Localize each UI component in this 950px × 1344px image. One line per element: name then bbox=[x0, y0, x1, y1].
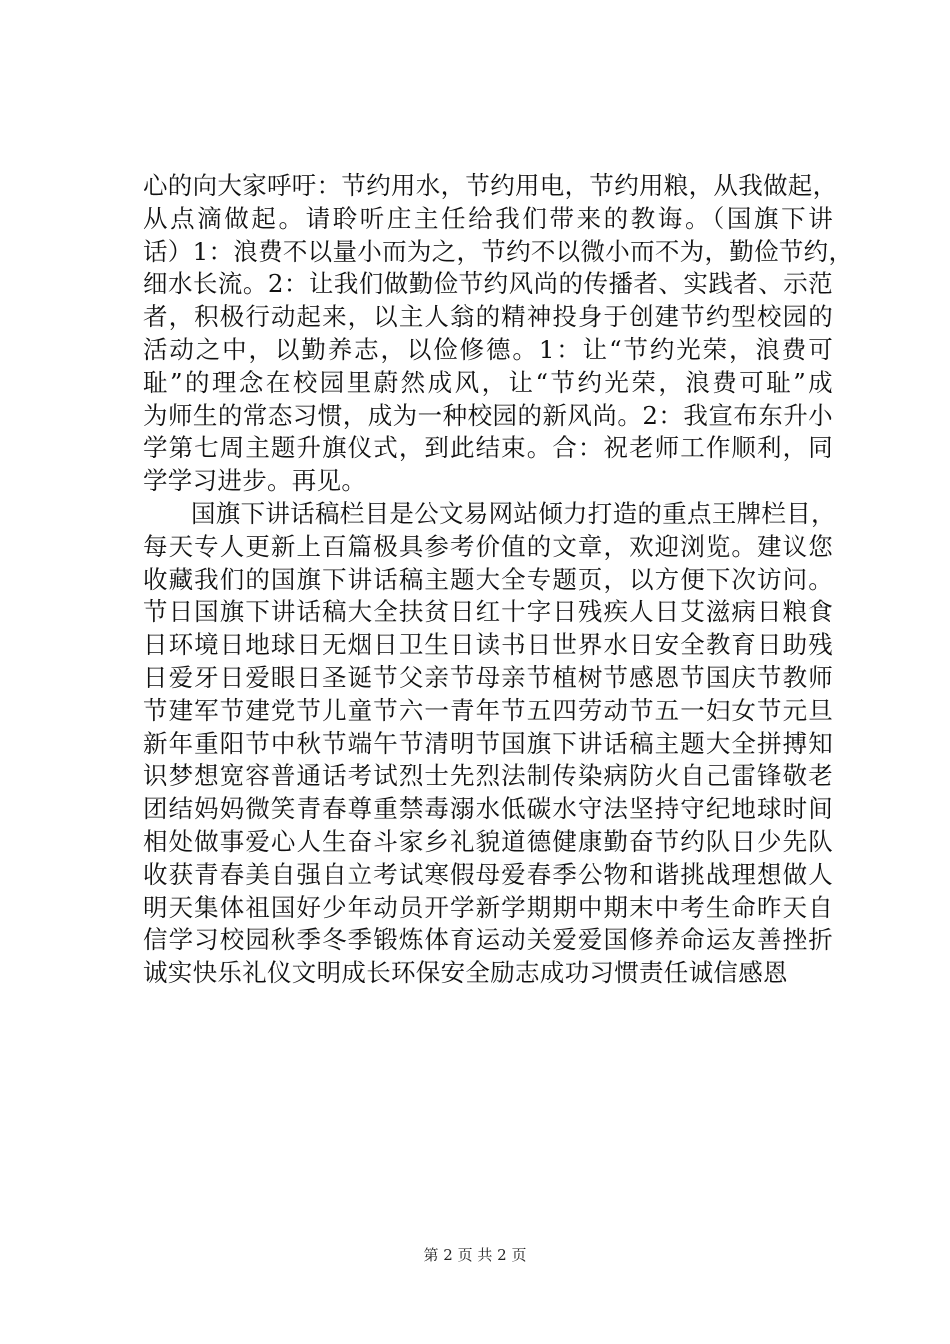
text-line: 节日国旗下讲话稿大全扶贫日红十字日残疾人日艾滋病日粮食 bbox=[143, 597, 833, 627]
text-line: 耻”的理念在校园里蔚然成风，让“节约光荣，浪费可耻”成 bbox=[143, 367, 833, 397]
text-line: 日环境日地球日无烟日卫生日读书日世界水日安全教育日助残 bbox=[143, 630, 833, 660]
text-line: 信学习校园秋季冬季锻炼体育运动关爱爱国修养命运友善挫折 bbox=[143, 925, 833, 955]
text-line: 心的向大家呼吁：节约用水，节约用电，节约用粮，从我做起， bbox=[143, 171, 838, 200]
text-line: 日爱牙日爱眼日圣诞节父亲节母亲节植树节感恩节国庆节教师 bbox=[143, 662, 833, 692]
text-line: 相处做事爱心人生奋斗家乡礼貌道德健康勤奋节约队日少先队 bbox=[143, 826, 833, 856]
paragraph-2 bbox=[143, 498, 836, 990]
text-line: 团结妈妈微笑青春尊重禁毒溺水低碳水守法坚持守纪地球时间 bbox=[143, 794, 833, 824]
text-line: 收藏我们的国旗下讲话稿主题大全专题页，以方便下次访问。 bbox=[143, 564, 833, 594]
document-body bbox=[143, 170, 854, 990]
text-line: 节建军节建党节儿童节六一青年节五四劳动节五一妇女节元旦 bbox=[143, 695, 833, 725]
page-number-footer: 第 2 页 共 2 页 bbox=[423, 1246, 527, 1264]
text-line: 新年重阳节中秋节端午节清明节国旗下讲话稿主题大全拼搏知 bbox=[143, 728, 833, 758]
text-line: 识梦想宽容普通话考试烈士先烈法制传染病防火自己雷锋敬老 bbox=[143, 761, 833, 791]
text-line: 学第七周主题升旗仪式，到此结束。合：祝老师工作顺利，同 bbox=[143, 433, 833, 463]
text-line: 学学习进步。再见。 bbox=[143, 466, 367, 496]
text-line: 每天专人更新上百篇极具参考价值的文章，欢迎浏览。建议您 bbox=[143, 531, 833, 561]
text-line: 细水长流。2：让我们做勤俭节约风尚的传播者、实践者、示范 bbox=[143, 269, 833, 299]
text-line: 话）1：浪费不以量小而为之，节约不以微小而不为，勤俭节约， bbox=[143, 236, 854, 266]
text-line: 明天集体祖国好少年动员开学新学期期中期末中考生命昨天自 bbox=[143, 892, 833, 922]
text-line: 活动之中，以勤养志，以俭修德。1：让“节约光荣，浪费可 bbox=[143, 334, 833, 364]
text-line: 国旗下讲话稿栏目是公文易网站倾力打造的重点王牌栏目， bbox=[191, 498, 836, 528]
text-line: 者，积极行动起来，以主人翁的精神投身于创建节约型校园的 bbox=[143, 302, 833, 332]
text-line: 诚实快乐礼仪文明成长环保安全励志成功习惯责任诚信感恩 bbox=[143, 958, 788, 988]
text-line: 从点滴做起。请聆听庄主任给我们带来的教诲。（国旗下讲 bbox=[143, 203, 833, 233]
text-line: 为师生的常态习惯，成为一种校园的新风尚。2：我宣布东升小 bbox=[143, 400, 833, 430]
text-line: 收获青春美自强自立考试寒假母爱春季公物和谐挑战理想做人 bbox=[143, 859, 833, 889]
paragraph-1 bbox=[143, 170, 854, 498]
